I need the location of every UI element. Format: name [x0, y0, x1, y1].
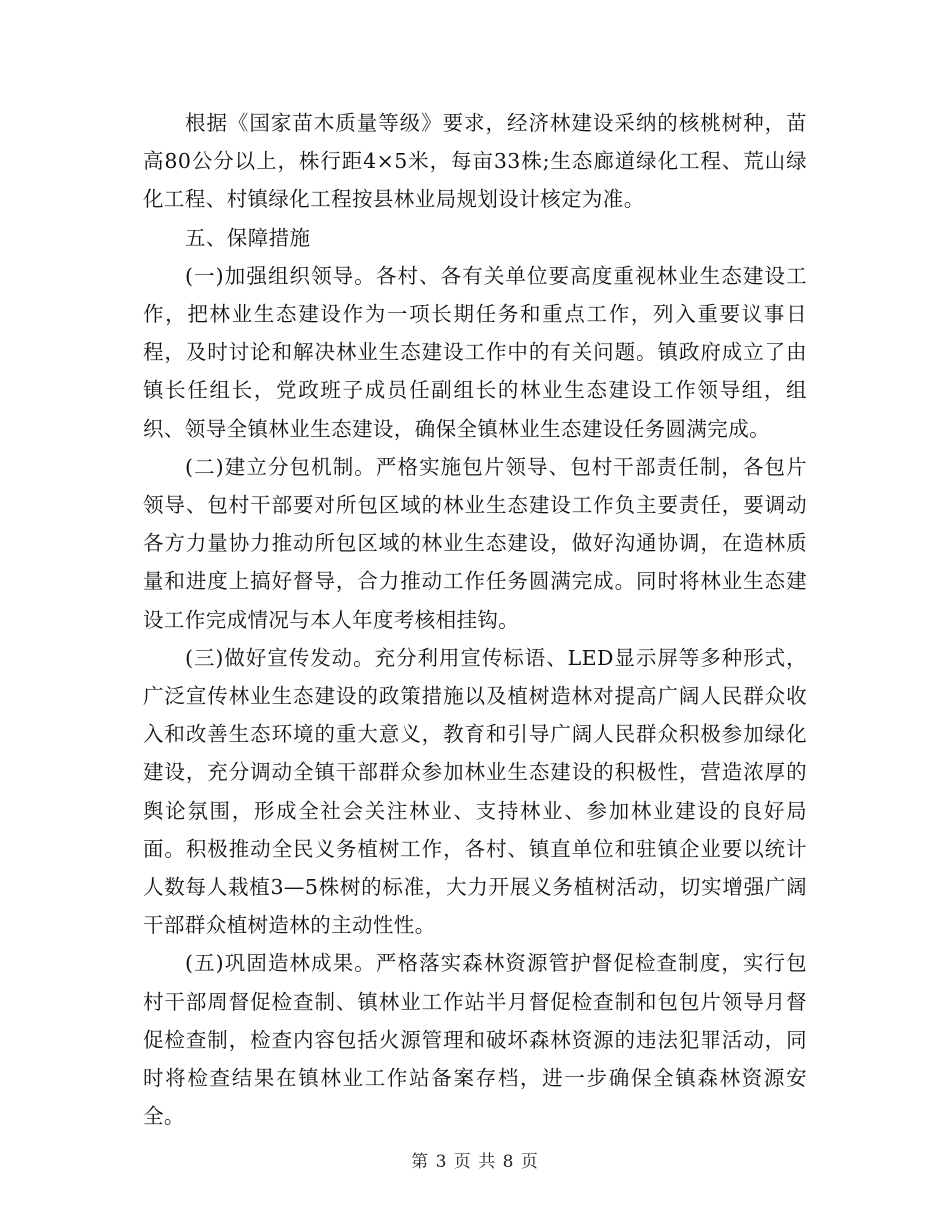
page-number: 第 3 页 共 8 页 — [411, 1152, 539, 1172]
paragraph-publicity-mobilization: (三)做好宣传发动。充分利用宣传标语、LED显示屏等多种形式，广泛宣传林业生态建设的政策措施以及植树造林对提高广阔人民群众收入和改善生态环境的重大意义，教育和引导广阔人民群众积极参加绿化建设，充分调动全镇干部群众参加林业生态建设的积极性，营造浓厚的舆论氛围，形成全社会关注林业、支持林业、参加林业建设的良好局面。积极推动全民义务植树工作，各村、镇直单位和驻镇企业要以统计人数每人栽植3—5株树的标准，大力开展义务植树活动，切实增强广阔干部群众植树造林的主动性性。 — [143, 645, 807, 938]
paragraph-seedling-standard: 根据《国家苗木质量等级》要求，经济林建设采纳的核桃树种，苗高80公分以上，株行距4×5米，每亩33株;生态廊道绿化工程、荒山绿化工程、村镇绿化工程按县林业局规划设计核定为准。 — [143, 111, 807, 212]
document-body — [143, 104, 807, 1135]
page-footer — [0, 1147, 950, 1172]
section-heading-safeguards: 五、保障措施 — [185, 225, 311, 250]
paragraph-organization-leadership: (一)加强组织领导。各村、各有关单位要高度重视林业生态建设工作，把林业生态建设作为一项长期任务和重点工作，列入重要议事日程，及时讨论和解决林业生态建设工作中的有关问题。镇政府成立了由镇长任组长，党政班子成员任副组长的林业生态建设工作领导组，组织、领导全镇林业生态建设，确保全镇林业生态建设任务圆满完成。 — [143, 263, 807, 441]
paragraph-consolidate-results: (五)巩固造林成果。严格落实森林资源管护督促检查制度，实行包村干部周督促检查制、镇林业工作站半月督促检查制和包包片领导月督促检查制，检查内容包括火源管理和破坏森林资源的违法犯罪活动，同时将检查结果在镇林业工作站备案存档，进一步确保全镇森林资源安全。 — [143, 951, 807, 1129]
paragraph-contracting-mechanism: (二)建立分包机制。严格实施包片领导、包村干部责任制，各包片领导、包村干部要对所包区域的林业生态建设工作负主要责任，要调动各方力量协力推动所包区域的林业生态建设，做好沟通协调，在造林质量和进度上搞好督导，合力推动工作任务圆满完成。同时将林业生态建设工作完成情况与本人年度考核相挂钩。 — [143, 454, 807, 632]
